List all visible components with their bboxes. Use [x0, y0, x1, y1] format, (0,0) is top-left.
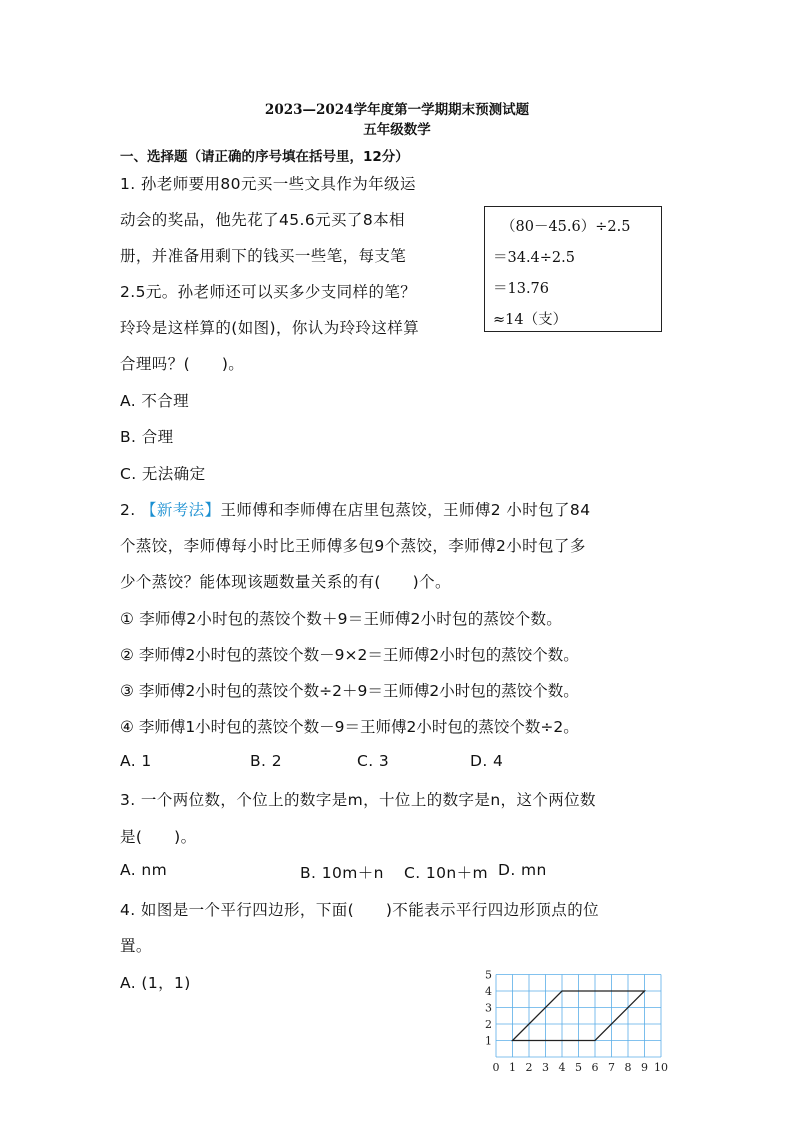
calc-line: ＝13.76	[493, 281, 550, 297]
page-subtitle: 五年级数学	[363, 122, 431, 138]
q1-line: 2.5元。孙老师还可以买多少支同样的笔？	[120, 283, 417, 301]
y-tick-label: 5	[485, 968, 492, 982]
x-tick-label: 6	[591, 1061, 599, 1074]
q4-line: 置。	[120, 937, 152, 955]
q2-line: 少个蒸饺？能体现该题数量关系的有( )个。	[120, 573, 451, 591]
q4-option-a: A. (1，1)	[120, 974, 191, 992]
x-tick-label: 2	[525, 1061, 533, 1074]
q1-line: 玲玲是这样算的(如图)，你认为玲玲这样算	[120, 319, 420, 337]
q2-number: 2.	[120, 501, 136, 519]
grid-lines	[496, 975, 661, 1058]
q3-option-c: C. 10n＋m	[404, 864, 489, 882]
q4-line: 4. 如图是一个平行四边形，下面( )不能表示平行四边形顶点的位	[120, 901, 600, 919]
q2-option-d: D. 4	[470, 752, 504, 770]
q2-option-c: C. 3	[357, 752, 390, 770]
q2-statement: ③ 李师傅2小时包的蒸饺个数÷2＋9＝王师傅2小时包的蒸饺个数。	[120, 682, 579, 700]
q2-line: 王师傅和李师傅在店里包蒸饺，王师傅2 小时包了84	[220, 501, 591, 519]
x-tick-label: 7	[608, 1061, 615, 1074]
q2-first-line	[120, 498, 590, 520]
calculation-box	[484, 206, 662, 332]
x-tick-label: 10	[654, 1061, 668, 1074]
y-tick-label: 1	[485, 1034, 492, 1048]
q2-line: 个蒸饺，李师傅每小时比王师傅多包9个蒸饺，李师傅2小时包了多	[120, 537, 586, 555]
q1-option-a: A. 不合理	[120, 392, 190, 410]
q3-option-a: A. nm	[120, 861, 168, 879]
q1-option-c: C. 无法确定	[120, 465, 206, 483]
calc-line: ≈14（支）	[493, 312, 568, 328]
x-tick-label: 5	[575, 1061, 582, 1074]
y-axis-ticks	[485, 969, 492, 1048]
q3-line: 是( )。	[120, 828, 197, 846]
coordinate-grid	[480, 968, 680, 1080]
new-method-tag: 【新考法】	[140, 501, 221, 519]
q3-option-d: D. mn	[498, 861, 547, 879]
calc-line: （80－45.6）÷2.5	[501, 219, 631, 235]
x-tick-label: 3	[542, 1061, 549, 1074]
x-tick-label: 0	[492, 1061, 500, 1074]
x-axis-ticks	[493, 1061, 669, 1074]
x-tick-label: 8	[624, 1061, 632, 1074]
x-tick-label: 1	[509, 1061, 516, 1074]
q1-line: 册，并准备用剩下的钱买一些笔，每支笔	[120, 247, 407, 265]
page-title: 2023—2024学年度第一学期期末预测试题	[264, 102, 530, 118]
q2-option-b: B. 2	[250, 752, 282, 770]
y-tick-label: 2	[485, 1018, 492, 1031]
q1-option-b: B. 合理	[120, 428, 174, 446]
q2-statement: ① 李师傅2小时包的蒸饺个数＋9＝王师傅2小时包的蒸饺个数。	[120, 610, 562, 628]
y-tick-label: 3	[485, 1001, 492, 1015]
q3-option-b: B. 10m＋n	[300, 864, 384, 882]
q1-line: 合理吗？( )。	[120, 355, 245, 373]
x-tick-label: 4	[558, 1061, 566, 1074]
q3-line: 3. 一个两位数，个位上的数字是m，十位上的数字是n，这个两位数	[120, 791, 596, 809]
y-tick-label: 4	[485, 985, 492, 998]
x-tick-label: 9	[641, 1061, 648, 1074]
section-heading: 一、选择题（请正确的序号填在括号里，12分）	[120, 149, 409, 165]
q2-statement: ④ 李师傅1小时包的蒸饺个数－9＝王师傅2小时包的蒸饺个数÷2。	[120, 718, 579, 736]
q2-statement: ② 李师傅2小时包的蒸饺个数－9×2＝王师傅2小时包的蒸饺个数。	[120, 646, 579, 664]
calc-line: ＝34.4÷2.5	[493, 250, 575, 266]
q1-line: 1. 孙老师要用80元买一些文具作为年级运	[120, 175, 416, 193]
q2-option-a: A. 1	[120, 752, 152, 770]
q1-line: 动会的奖品，他先花了45.6元买了8本相	[120, 211, 405, 229]
